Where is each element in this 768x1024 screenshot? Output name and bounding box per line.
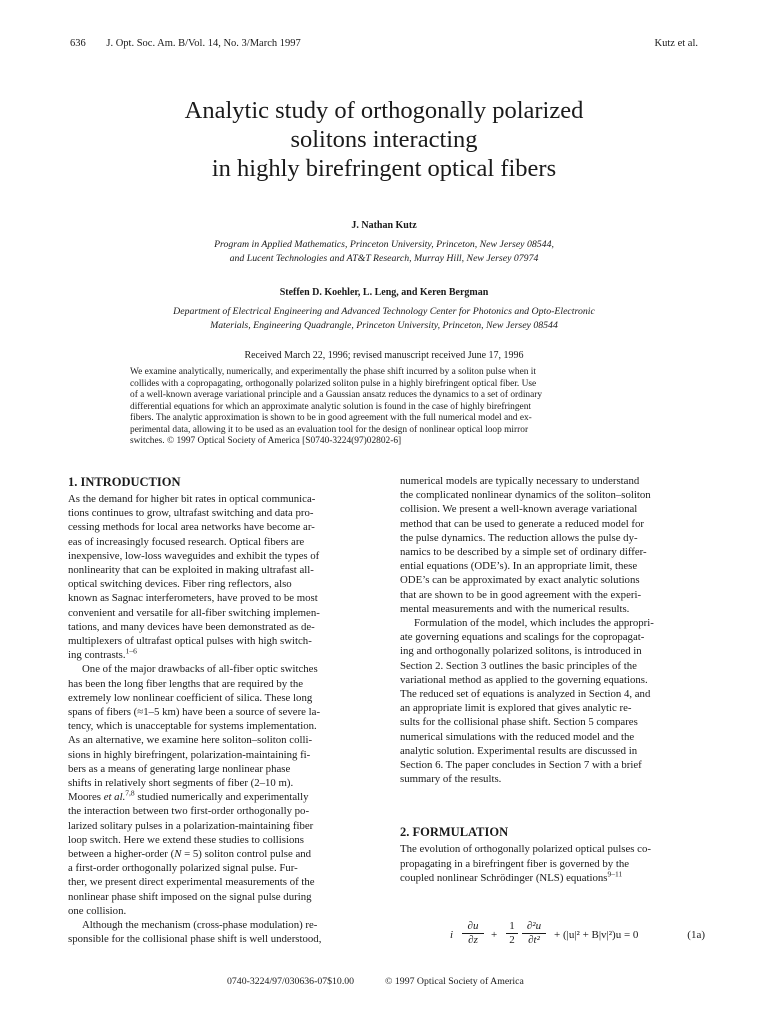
body-text: ing contrasts. <box>68 649 126 662</box>
body-line: ther, we present direct experimental measurements of the <box>68 876 315 889</box>
body-line: variational method as applied to the governing equations. <box>400 673 648 686</box>
abstract-line: switches. © 1997 Optical Society of America [S0740-3224(97)02802-6] <box>130 436 402 446</box>
body-text: Moores <box>68 791 104 804</box>
body-line <box>68 847 370 861</box>
abstract-line: differential equations for which an approximate analytic solution is found in the case of highly birefringent <box>130 401 532 412</box>
body-line: has been the long fiber lengths that are required by the <box>68 677 304 690</box>
running-head <box>70 38 698 52</box>
author-affiliation <box>84 238 684 265</box>
body-line: As the demand for higher bit rates in optical communica- <box>68 493 316 505</box>
body-line: namics to be described by a simple set of ordinary differ- <box>400 546 647 559</box>
body-line: bers as a means of generating large nonlinear phase <box>68 762 291 775</box>
equation-remainder: + (|u|² + B|v|²)u = 0 <box>554 929 639 941</box>
fraction-denominator: 2 <box>509 934 515 946</box>
body-line: nonlinearity that can be exploited in making ultrafast all- <box>68 564 314 577</box>
abstract-line: We examine analytically, numerically, and experimentally the phase shift incurred by a soliton pulse when it <box>130 367 536 377</box>
body-line: extremely low nonlinear coefficient of silica. These long <box>68 691 313 704</box>
body-line <box>68 648 370 662</box>
title-line: solitons interacting <box>290 126 478 153</box>
body-line: collision. We present a well-known average variational <box>400 503 638 516</box>
body-text: = 5) soliton control pulse and <box>181 848 312 861</box>
left-column <box>68 474 370 947</box>
affiliation-line: Materials, Engineering Quadrangle, Princeton University, Princeton, New Jersey 08544 <box>210 319 558 331</box>
body-line: an appropriate limit is explored that gives analytic re- <box>400 702 632 715</box>
body-line: that are shown to be in good agreement with the experi- <box>400 588 642 601</box>
title-line: in highly birefringent optical fibers <box>211 155 557 182</box>
fraction-numerator: ∂u <box>462 920 484 934</box>
fraction-numerator: ∂²u <box>522 920 546 934</box>
fraction-du-dz <box>462 920 484 947</box>
page-number: 636 <box>70 38 86 49</box>
coauthor-names: Steffen D. Koehler, L. Leng, and Keren Bergman <box>279 287 489 298</box>
fraction-numerator: 1 <box>506 920 518 934</box>
math-variable: N <box>174 848 182 861</box>
body-line: shifts in relatively short segments of fiber (2–10 m). <box>68 777 294 790</box>
body-line <box>400 871 702 885</box>
body-line: loop switch. Here we extend these studies to collisions <box>68 833 304 846</box>
body-line: tency, which is unacceptable for systems implementation. <box>68 720 317 733</box>
affiliation-line: Department of Electrical Engineering and Advanced Technology Center for Photonics and Opto-Electronic <box>173 306 595 317</box>
paper-title <box>100 96 668 183</box>
body-line: ODE’s can be approximated by exact analytic solutions <box>400 574 640 587</box>
body-line: propagating in a birefringent fiber is governed by the <box>400 857 630 870</box>
body-line: method that can be used to generate a reduced model for <box>400 517 645 530</box>
body-line <box>68 790 370 804</box>
body-line: eas of increasingly focused research. Optical fibers are <box>68 535 305 548</box>
body-line: sions in highly birefringent, polarization-maintaining fi- <box>68 748 311 761</box>
body-line: analytic solution. Experimental results are discussed in <box>400 744 638 757</box>
body-line: The evolution of orthogonally polarized optical pulses co- <box>400 843 651 856</box>
body-line: spans of fibers (≈1–5 km) have been a source of severe la- <box>68 706 321 719</box>
body-line: ate governing equations and scalings for the copropagat- <box>400 631 645 644</box>
body-line: multiplexers of ultrafast optical pulses with high switch- <box>68 635 312 648</box>
body-line: inexpensive, low-loss waveguides and exhibit the types of <box>68 549 320 562</box>
reference-marker: 9–11 <box>607 869 623 879</box>
body-line: Section 2. Section 3 outlines the basic principles of the <box>400 659 637 672</box>
body-line: sponsible for the collisional phase shift is well understood, <box>68 933 322 946</box>
author-name: J. Nathan Kutz <box>351 220 417 231</box>
body-line: mental measurements and with the numerical results. <box>400 602 630 615</box>
body-line: cessing methods for local area networks have become ar- <box>68 521 315 534</box>
body-line: a first-order orthogonally polarized signal pulse. Fur- <box>68 862 298 875</box>
plus-sign: + <box>491 929 498 941</box>
right-column <box>400 474 702 885</box>
body-line: numerical models are typically necessary to understand <box>400 475 640 487</box>
fraction-denominator: ∂t² <box>528 934 540 946</box>
body-line: ing and orthogonally polarized solitons, is introduced in <box>400 645 642 658</box>
copyright-notice: © 1997 Optical Society of America <box>385 976 524 987</box>
body-line: numerical simulations with the reduced model and the <box>400 730 635 743</box>
abstract-line: perimental data, allowing it to be used as an evaluation tool for the design of nonlinear optical loop mirror <box>130 424 529 435</box>
fraction-denominator: ∂z <box>468 934 478 946</box>
fraction-d2u-dt2 <box>522 920 546 947</box>
body-text: studied numerically and experimentally <box>134 791 309 804</box>
article-code: 0740-3224/97/030636-07$10.00 <box>227 976 355 987</box>
coauthor-affiliation <box>84 305 684 332</box>
body-line: Formulation of the model, which includes the appropri- <box>414 617 654 630</box>
running-head-left <box>70 38 301 49</box>
body-line: the interaction between two first-order orthogonally po- <box>68 805 310 818</box>
body-text-italic: et al. <box>103 791 126 804</box>
body-line: the complicated nonlinear dynamics of the soliton–soliton <box>400 489 651 502</box>
body-text: coupled nonlinear Schrödinger (NLS) equations <box>400 871 608 884</box>
body-line: The reduced set of equations is analyzed in Section 4, and <box>400 688 651 701</box>
body-line: One of the major drawbacks of all-fiber optic switches <box>82 663 318 676</box>
fraction-one-half <box>506 920 518 947</box>
body-line: larized solitary pulses in a polarization-maintaining fiber <box>68 819 314 832</box>
equation-number: (1a) <box>687 929 705 941</box>
affiliation-line: Program in Applied Mathematics, Princeton University, Princeton, New Jersey 08544, <box>214 239 554 250</box>
section-heading-introduction: 1. INTRODUCTION <box>68 475 181 489</box>
body-line: the pulse dynamics. The reduction allows the pulse dy- <box>400 531 638 544</box>
body-line: known as Sagnac interferometers, have proved to be most <box>68 592 318 605</box>
body-line: optical switching devices. Fiber ring reflectors, also <box>68 578 292 591</box>
reference-marker: 7,8 <box>125 788 135 798</box>
journal-citation: J. Opt. Soc. Am. B/Vol. 14, No. 3/March 1997 <box>106 38 301 49</box>
abstract-line: of a well-known average variational principle and a Gaussian ansatz reduces the dynamics to a set of ordinary <box>130 390 543 400</box>
section-heading-formulation: 2. FORMULATION <box>400 825 509 840</box>
abstract-line: collides with a copropagating, orthogonally polarized soliton pulse in a highly birefringent optical fiber. Use <box>130 378 537 389</box>
body-line: summary of the results. <box>400 773 502 786</box>
body-line: nonlinear phase shift imposed on the signal pulse during <box>68 890 312 903</box>
body-line: Although the mechanism (cross-phase modulation) re- <box>82 919 318 932</box>
body-line: tations, and many devices have been demonstrated as de- <box>68 620 315 633</box>
imaginary-unit: i <box>450 929 454 941</box>
body-text: between a higher-order ( <box>68 848 175 861</box>
body-line: ential equations (ODE’s). In an appropriate limit, these <box>400 560 638 573</box>
body-line: As an alternative, we examine here soliton–soliton colli- <box>68 734 313 747</box>
abstract-line: fibers. The analytic approximation is shown to be in good agreement with the full numerical model and ex- <box>130 413 532 423</box>
body-line: Section 6. The paper concludes in Section 7 with a brief <box>400 759 642 772</box>
equation-1a <box>450 918 705 954</box>
reference-marker: 1–6 <box>125 646 137 656</box>
received-dates: Received March 22, 1996; revised manuscript received June 17, 1996 <box>244 350 524 361</box>
title-line: Analytic study of orthogonally polarized <box>184 97 584 124</box>
affiliation-line: and Lucent Technologies and AT&T Research, Murray Hill, New Jersey 07974 <box>229 252 539 264</box>
body-line: sults for the collisional phase shift. Section 5 compares <box>400 716 638 729</box>
section-spacer <box>400 786 702 824</box>
body-line: tions continues to grow, ultrafast switching and data pro- <box>68 507 314 520</box>
running-author: Kutz et al. <box>654 38 698 49</box>
body-line: convenient and versatile for all-fiber switching implemen- <box>68 606 320 619</box>
abstract <box>130 367 638 448</box>
body-line: one collision. <box>68 904 127 917</box>
